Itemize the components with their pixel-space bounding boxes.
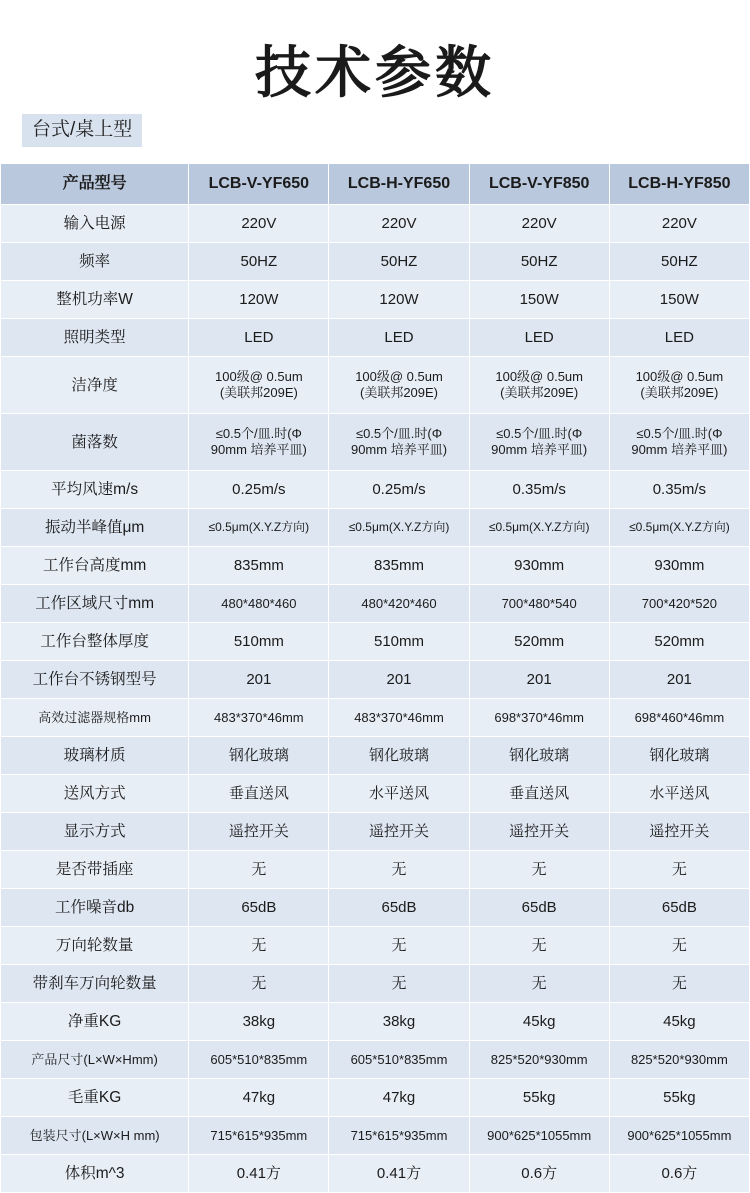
row-value: 835mm [189, 547, 329, 585]
row-label: 工作台高度mm [1, 547, 189, 585]
header-cell-model: LCB-V-YF850 [469, 164, 609, 205]
spec-table-body [1, 164, 750, 1193]
row-value: 220V [189, 205, 329, 243]
row-value: ≤0.5μm(X.Y.Z方向) [329, 509, 469, 547]
table-row [1, 509, 750, 547]
row-value: ≤0.5μm(X.Y.Z方向) [469, 509, 609, 547]
row-value: 700*480*540 [469, 585, 609, 623]
row-value: 遥控开关 [469, 813, 609, 851]
row-label: 工作区域尺寸mm [1, 585, 189, 623]
row-value: 0.25m/s [189, 471, 329, 509]
page-title: 技术参数 [255, 41, 495, 104]
row-value: 无 [329, 851, 469, 889]
row-value: LED [609, 319, 749, 357]
row-label: 高效过滤器规格mm [1, 699, 189, 737]
row-value: 47kg [329, 1079, 469, 1117]
table-row [1, 965, 750, 1003]
row-value: 150W [609, 281, 749, 319]
table-row [1, 661, 750, 699]
row-value: 120W [189, 281, 329, 319]
row-value: 38kg [329, 1003, 469, 1041]
row-value: 520mm [469, 623, 609, 661]
table-row [1, 699, 750, 737]
row-value: 201 [189, 661, 329, 699]
table-row [1, 414, 750, 471]
row-value: 钢化玻璃 [609, 737, 749, 775]
table-row [1, 1079, 750, 1117]
table-row [1, 243, 750, 281]
row-value: 55kg [609, 1079, 749, 1117]
row-value: 无 [329, 927, 469, 965]
row-value: 无 [469, 965, 609, 1003]
row-value: 无 [469, 851, 609, 889]
row-value: 930mm [609, 547, 749, 585]
row-value: 698*370*46mm [469, 699, 609, 737]
table-row [1, 547, 750, 585]
row-value: 520mm [609, 623, 749, 661]
row-value: 50HZ [469, 243, 609, 281]
row-value: ≤0.5个/皿.时(Φ 90mm 培养平皿) [609, 414, 749, 471]
row-value: 930mm [469, 547, 609, 585]
row-label: 工作台不锈钢型号 [1, 661, 189, 699]
row-value: 无 [609, 851, 749, 889]
row-value: 无 [189, 927, 329, 965]
row-label: 是否带插座 [1, 851, 189, 889]
row-value: 483*370*46mm [329, 699, 469, 737]
table-row [1, 1155, 750, 1193]
row-label: 平均风速m/s [1, 471, 189, 509]
row-value: 480*420*460 [329, 585, 469, 623]
row-value: 65dB [329, 889, 469, 927]
subtitle-container [0, 104, 750, 148]
row-value: 715*615*935mm [189, 1117, 329, 1155]
row-value: 201 [329, 661, 469, 699]
row-value: 47kg [189, 1079, 329, 1117]
row-label: 显示方式 [1, 813, 189, 851]
row-value: 50HZ [189, 243, 329, 281]
row-value: LED [469, 319, 609, 357]
row-value: 无 [469, 927, 609, 965]
row-value: 无 [329, 965, 469, 1003]
table-row [1, 927, 750, 965]
row-value: 835mm [329, 547, 469, 585]
row-value: 38kg [189, 1003, 329, 1041]
row-value: 605*510*835mm [329, 1041, 469, 1079]
row-value: LED [189, 319, 329, 357]
table-row [1, 851, 750, 889]
row-value: 120W [329, 281, 469, 319]
row-value: 0.35m/s [469, 471, 609, 509]
row-label: 玻璃材质 [1, 737, 189, 775]
row-value: 45kg [609, 1003, 749, 1041]
header-cell-model: LCB-V-YF650 [189, 164, 329, 205]
row-value: ≤0.5μm(X.Y.Z方向) [609, 509, 749, 547]
row-label: 包装尺寸(L×W×H mm) [1, 1117, 189, 1155]
row-label: 带刹车万向轮数量 [1, 965, 189, 1003]
row-value: 100级@ 0.5um (美联邦209E) [469, 357, 609, 414]
row-value: 0.35m/s [609, 471, 749, 509]
row-value: 无 [609, 965, 749, 1003]
row-value: 45kg [469, 1003, 609, 1041]
header-cell-label: 产品型号 [1, 164, 189, 205]
row-value: 483*370*46mm [189, 699, 329, 737]
row-value: 700*420*520 [609, 585, 749, 623]
row-value: 垂直送风 [469, 775, 609, 813]
row-value: 水平送风 [609, 775, 749, 813]
row-value: 605*510*835mm [189, 1041, 329, 1079]
table-row [1, 737, 750, 775]
row-value: 65dB [189, 889, 329, 927]
row-value: LED [329, 319, 469, 357]
header-cell-model: LCB-H-YF850 [609, 164, 749, 205]
row-value: 垂直送风 [189, 775, 329, 813]
row-value: 900*625*1055mm [469, 1117, 609, 1155]
row-value: 220V [329, 205, 469, 243]
table-row [1, 1041, 750, 1079]
row-value: 65dB [609, 889, 749, 927]
row-label: 工作噪音db [1, 889, 189, 927]
table-row [1, 357, 750, 414]
row-value: ≤0.5个/皿.时(Φ 90mm 培养平皿) [329, 414, 469, 471]
row-label: 照明类型 [1, 319, 189, 357]
table-header-row [1, 164, 750, 205]
row-label: 洁净度 [1, 357, 189, 414]
row-label: 体积m^3 [1, 1155, 189, 1193]
row-value: 510mm [329, 623, 469, 661]
row-label: 毛重KG [1, 1079, 189, 1117]
table-row [1, 623, 750, 661]
row-value: 825*520*930mm [609, 1041, 749, 1079]
table-row [1, 775, 750, 813]
table-row [1, 1003, 750, 1041]
row-value: 钢化玻璃 [329, 737, 469, 775]
row-value: 825*520*930mm [469, 1041, 609, 1079]
row-value: 0.6方 [469, 1155, 609, 1193]
row-label: 振动半峰值μm [1, 509, 189, 547]
row-value: 220V [609, 205, 749, 243]
row-value: 0.41方 [329, 1155, 469, 1193]
row-value: ≤0.5μm(X.Y.Z方向) [189, 509, 329, 547]
table-row [1, 205, 750, 243]
table-row [1, 471, 750, 509]
row-value: 65dB [469, 889, 609, 927]
row-value: 水平送风 [329, 775, 469, 813]
table-row [1, 319, 750, 357]
row-value: 100级@ 0.5um (美联邦209E) [329, 357, 469, 414]
row-value: ≤0.5个/皿.时(Φ 90mm 培养平皿) [469, 414, 609, 471]
row-value: ≤0.5个/皿.时(Φ 90mm 培养平皿) [189, 414, 329, 471]
row-value: 50HZ [329, 243, 469, 281]
row-value: 510mm [189, 623, 329, 661]
model-type-badge: 台式/桌上型 [22, 114, 142, 148]
row-value: 55kg [469, 1079, 609, 1117]
row-label: 菌落数 [1, 414, 189, 471]
row-label: 整机功率W [1, 281, 189, 319]
row-value: 480*480*460 [189, 585, 329, 623]
row-label: 净重KG [1, 1003, 189, 1041]
row-value: 900*625*1055mm [609, 1117, 749, 1155]
row-value: 220V [469, 205, 609, 243]
row-value: 150W [469, 281, 609, 319]
row-value: 遥控开关 [609, 813, 749, 851]
row-label: 万向轮数量 [1, 927, 189, 965]
row-value: 50HZ [609, 243, 749, 281]
row-label: 产品尺寸(L×W×Hmm) [1, 1041, 189, 1079]
row-value: 698*460*46mm [609, 699, 749, 737]
row-value: 201 [609, 661, 749, 699]
table-row [1, 585, 750, 623]
row-value: 遥控开关 [329, 813, 469, 851]
row-label: 频率 [1, 243, 189, 281]
row-value: 0.25m/s [329, 471, 469, 509]
row-value: 无 [189, 965, 329, 1003]
row-value: 0.6方 [609, 1155, 749, 1193]
table-row [1, 281, 750, 319]
row-value: 无 [609, 927, 749, 965]
row-label: 送风方式 [1, 775, 189, 813]
header-cell-model: LCB-H-YF650 [329, 164, 469, 205]
row-value: 无 [189, 851, 329, 889]
row-label: 工作台整体厚度 [1, 623, 189, 661]
row-value: 100级@ 0.5um (美联邦209E) [189, 357, 329, 414]
spec-table [0, 163, 750, 1193]
table-row [1, 813, 750, 851]
row-value: 钢化玻璃 [469, 737, 609, 775]
row-value: 201 [469, 661, 609, 699]
row-value: 遥控开关 [189, 813, 329, 851]
row-label: 输入电源 [1, 205, 189, 243]
row-value: 钢化玻璃 [189, 737, 329, 775]
row-value: 0.41方 [189, 1155, 329, 1193]
table-row [1, 889, 750, 927]
row-value: 100级@ 0.5um (美联邦209E) [609, 357, 749, 414]
row-value: 715*615*935mm [329, 1117, 469, 1155]
